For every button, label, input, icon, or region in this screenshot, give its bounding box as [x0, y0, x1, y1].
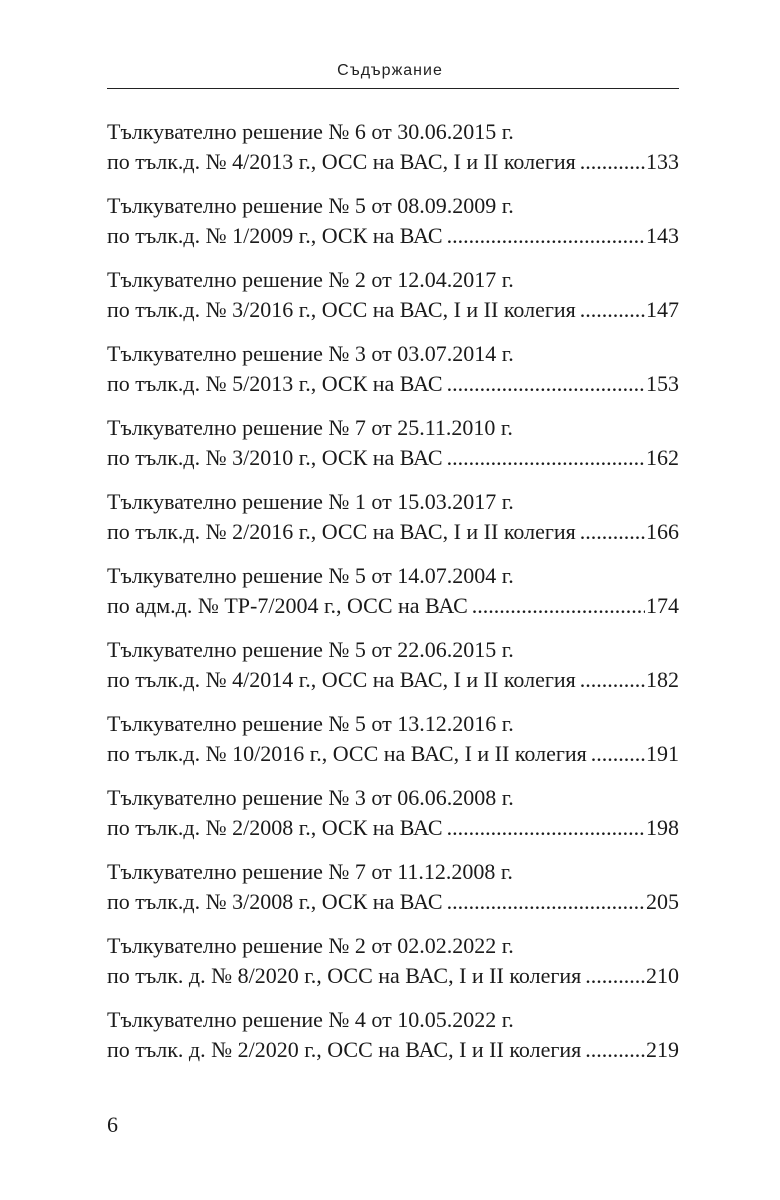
toc-entry-page: 166	[646, 519, 679, 544]
toc-entry	[107, 931, 679, 1005]
toc-entry-row	[107, 665, 679, 695]
toc-entry-title: Тълкувателно решение № 1 от 15.03.2017 г.	[107, 489, 514, 514]
toc-entry-row	[107, 517, 679, 547]
dot-leader	[447, 443, 645, 473]
toc-entry-title: Тълкувателно решение № 2 от 02.02.2022 г.	[107, 933, 514, 958]
toc-entry-title: Тълкувателно решение № 5 от 08.09.2009 г.	[107, 193, 514, 218]
toc-entry-page: 133	[646, 149, 679, 174]
dot-leader	[447, 369, 645, 399]
toc-entry-reference: по тълк.д. № 5/2013 г., ОСК на ВАС	[107, 371, 443, 396]
toc-entry-page: 162	[646, 445, 679, 470]
toc-entry	[107, 413, 679, 487]
toc-entry-page: 147	[646, 297, 679, 322]
toc-entry-row	[107, 739, 679, 769]
toc-entry	[107, 265, 679, 339]
toc-entry	[107, 339, 679, 413]
toc-entry-reference: по тълк.д. № 4/2013 г., ОСС на ВАС, I и II колегия	[107, 149, 576, 174]
toc-entry-title: Тълкувателно решение № 3 от 03.07.2014 г.	[107, 341, 514, 366]
toc-entry-page: 210	[646, 963, 679, 988]
toc-entry-reference: по тълк.д. № 3/2010 г., ОСК на ВАС	[107, 445, 443, 470]
dot-leader	[472, 591, 645, 621]
toc-entry-page: 205	[646, 889, 679, 914]
toc-entry-page: 174	[646, 593, 679, 618]
toc-entry-title: Тълкувателно решение № 5 от 22.06.2015 г.	[107, 637, 514, 662]
toc-entry-row	[107, 887, 679, 917]
dot-leader	[580, 517, 645, 547]
toc-entry-reference: по адм.д. № ТР-7/2004 г., ОСС на ВАС	[107, 593, 468, 618]
toc-entry-reference: по тълк.д. № 2/2008 г., ОСК на ВАС	[107, 815, 443, 840]
toc-entry-title: Тълкувателно решение № 2 от 12.04.2017 г.	[107, 267, 514, 292]
dot-leader	[591, 739, 645, 769]
toc-entry	[107, 857, 679, 931]
toc-entry-row	[107, 221, 679, 251]
toc-entry-row	[107, 295, 679, 325]
dot-leader	[447, 813, 645, 843]
toc-entry	[107, 783, 679, 857]
dot-leader	[447, 887, 645, 917]
toc-entry-page: 191	[646, 741, 679, 766]
toc-entry-row	[107, 443, 679, 473]
toc-entry-title: Тълкувателно решение № 3 от 06.06.2008 г.	[107, 785, 514, 810]
dot-leader	[585, 961, 645, 991]
toc-entry-page: 143	[646, 223, 679, 248]
toc-entry-title: Тълкувателно решение № 7 от 25.11.2010 г.	[107, 415, 513, 440]
table-of-contents	[107, 117, 679, 1079]
toc-entry-reference: по тълк.д. № 10/2016 г., ОСС на ВАС, I и II колегия	[107, 741, 587, 766]
toc-entry-title: Тълкувателно решение № 5 от 14.07.2004 г.	[107, 563, 514, 588]
toc-entry-row	[107, 591, 679, 621]
toc-entry	[107, 191, 679, 265]
toc-entry	[107, 487, 679, 561]
toc-entry-reference: по тълк.д. № 4/2014 г., ОСС на ВАС, I и II колегия	[107, 667, 576, 692]
toc-entry-title: Тълкувателно решение № 4 от 10.05.2022 г.	[107, 1007, 514, 1032]
toc-entry-reference: по тълк.д. № 3/2016 г., ОСС на ВАС, I и II колегия	[107, 297, 576, 322]
toc-entry-row	[107, 369, 679, 399]
toc-entry-row	[107, 813, 679, 843]
toc-entry-row	[107, 147, 679, 177]
toc-entry	[107, 1005, 679, 1079]
toc-entry-page: 153	[646, 371, 679, 396]
dot-leader	[580, 665, 645, 695]
toc-entry-title: Тълкувателно решение № 7 от 11.12.2008 г.	[107, 859, 513, 884]
toc-entry-page: 219	[646, 1037, 679, 1062]
toc-entry-page: 198	[646, 815, 679, 840]
toc-entry-reference: по тълк.д. № 2/2016 г., ОСС на ВАС, I и II колегия	[107, 519, 576, 544]
toc-entry-reference: по тълк. д. № 8/2020 г., ОСС на ВАС, I и II колегия	[107, 963, 582, 988]
toc-entry-reference: по тълк.д. № 1/2009 г., ОСК на ВАС	[107, 223, 443, 248]
toc-entry-row	[107, 961, 679, 991]
toc-entry-row	[107, 1035, 679, 1065]
toc-entry	[107, 117, 679, 191]
dot-leader	[580, 147, 645, 177]
running-header-title: Съдържание	[337, 62, 443, 79]
toc-entry-page: 182	[646, 667, 679, 692]
toc-entry-title: Тълкувателно решение № 6 от 30.06.2015 г.	[107, 119, 514, 144]
toc-entry-reference: по тълк.д. № 3/2008 г., ОСК на ВАС	[107, 889, 443, 914]
toc-entry	[107, 561, 679, 635]
toc-entry	[107, 635, 679, 709]
header-divider	[107, 88, 679, 89]
toc-entry-reference: по тълк. д. № 2/2020 г., ОСС на ВАС, I и II колегия	[107, 1037, 582, 1062]
toc-entry-title: Тълкувателно решение № 5 от 13.12.2016 г.	[107, 711, 514, 736]
toc-entry	[107, 709, 679, 783]
page-number: 6	[107, 1112, 118, 1137]
dot-leader	[580, 295, 645, 325]
dot-leader	[585, 1035, 645, 1065]
dot-leader	[447, 221, 645, 251]
